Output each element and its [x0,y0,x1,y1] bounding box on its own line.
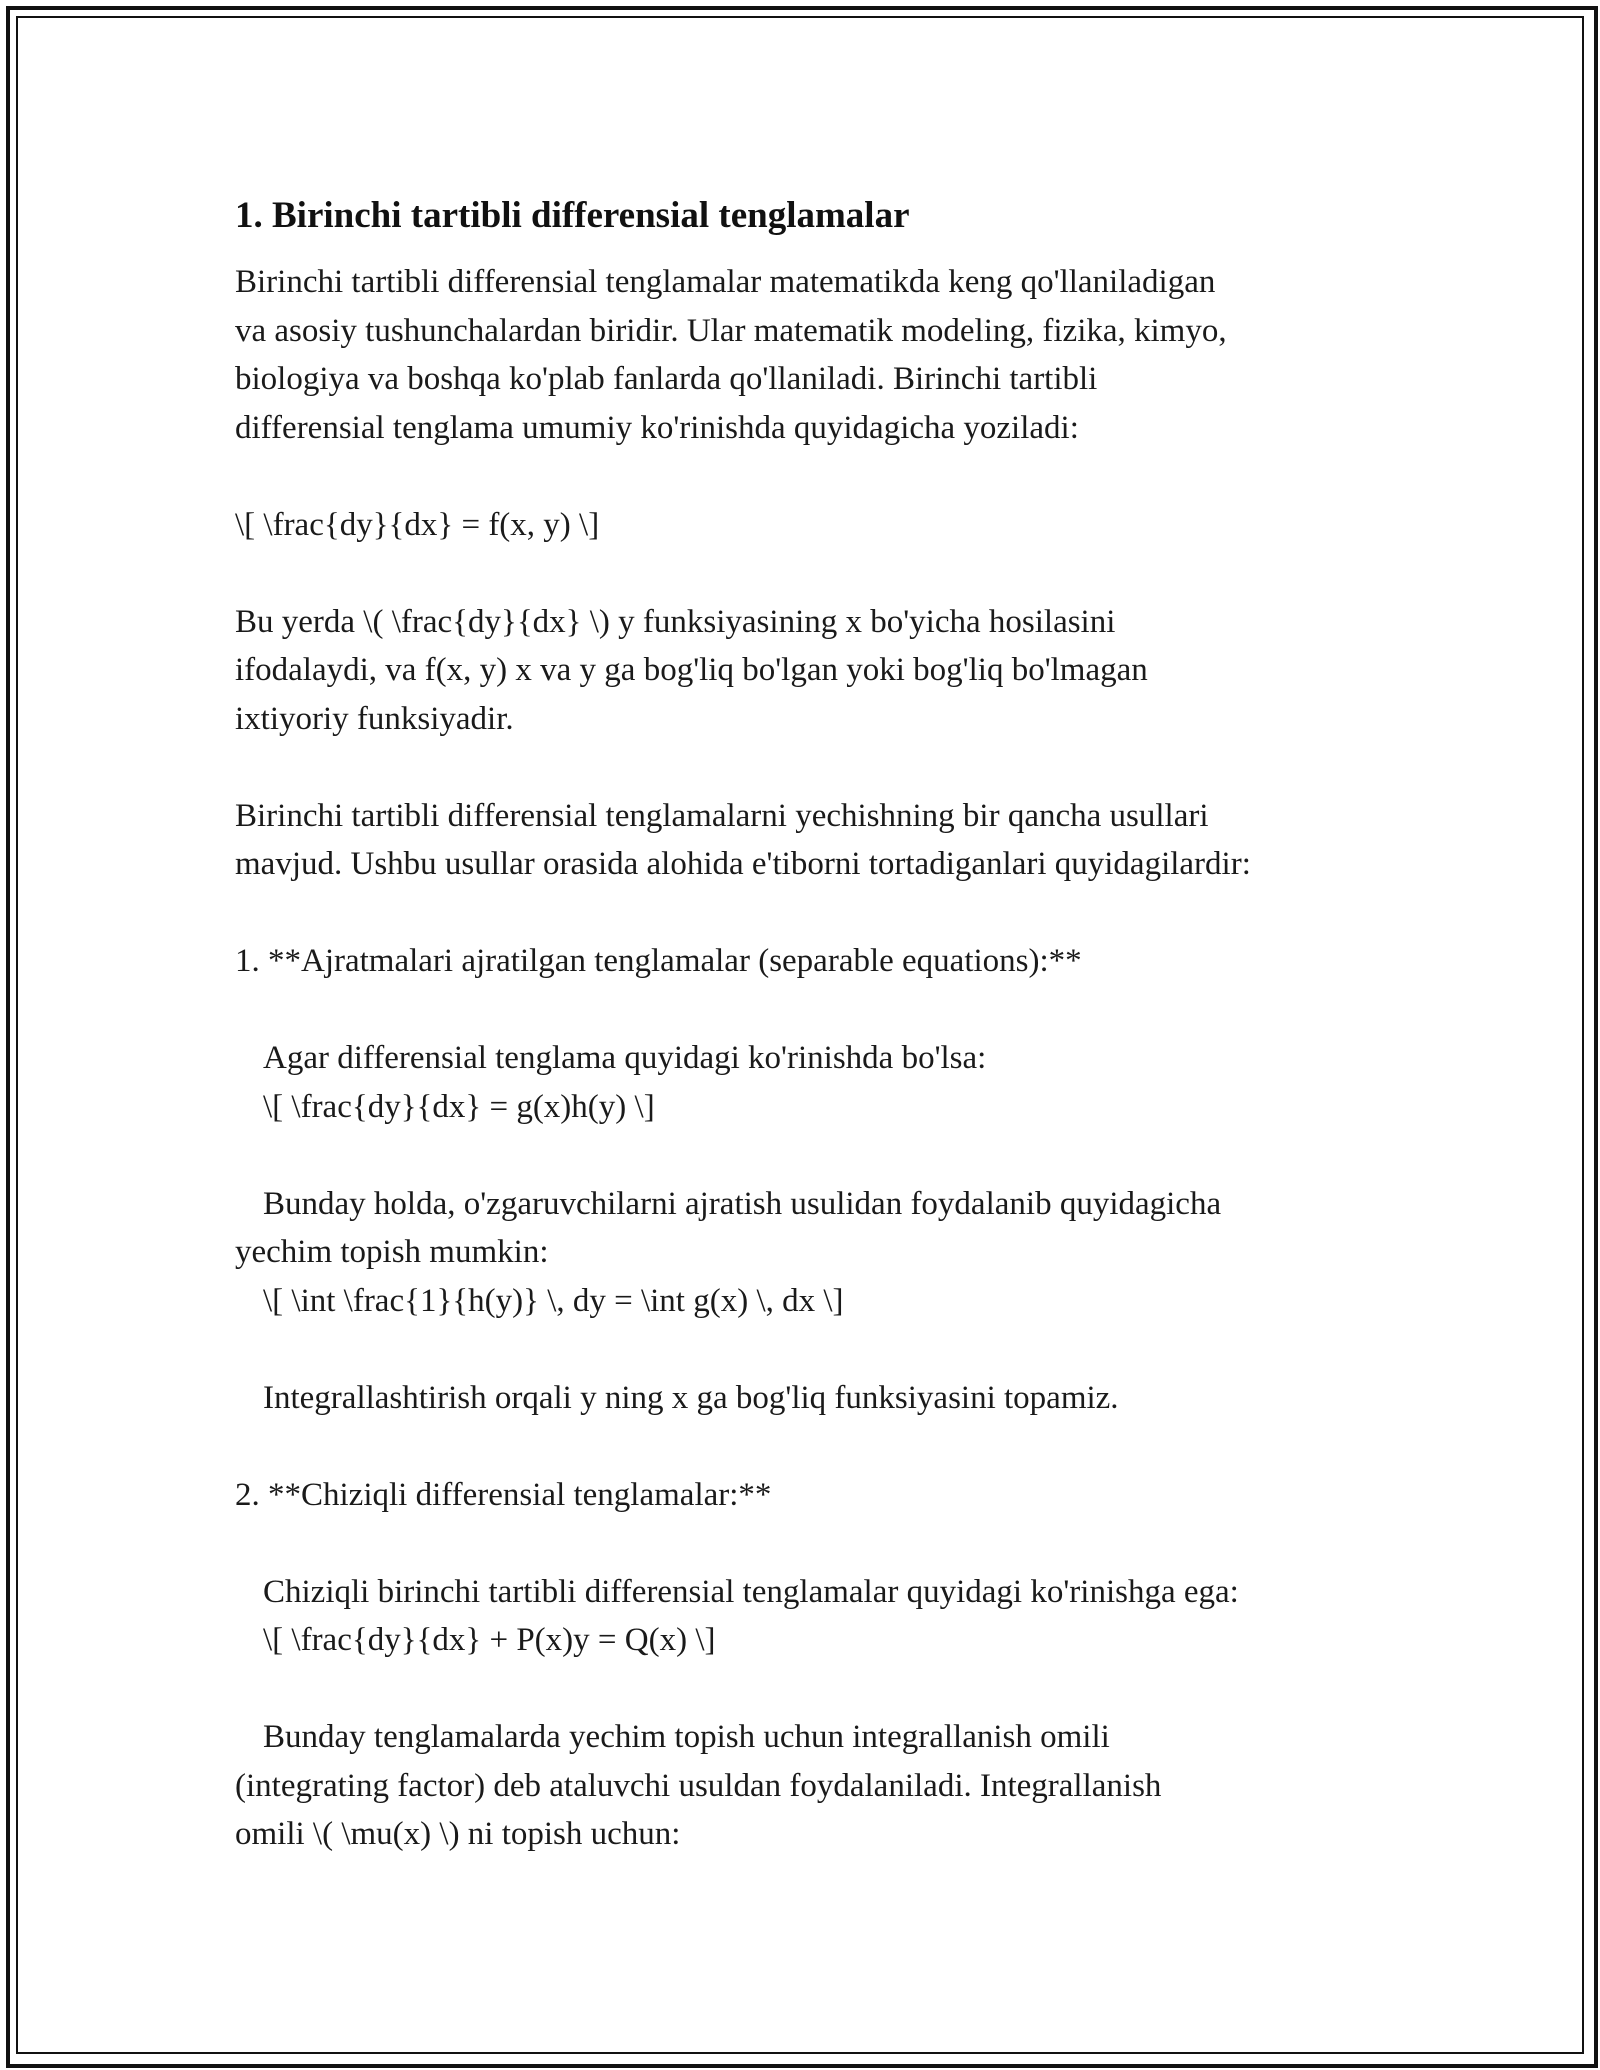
general-equation: \[ \frac{dy}{dx} = f(x, y) \] [235,506,600,543]
spacer [235,986,1385,1035]
integration-result: Integrallashtirish orqali y ning x ga bog'liq funksiyasini topamiz. [263,1379,1119,1416]
section-heading: 1. Birinchi tartibli differensial tenglamalar [235,195,910,236]
spacer [235,889,1385,938]
derivative-explanation: Bu yerda \( \frac{dy}{dx} \) y funksiyasining x bo'yicha hosilasini ifodalaydi, va f(x, y) x va y ga bog'liq bo'lgan yoki bog'liq bo'lmagan ixtiyoriy funksiyadir. [235,603,1148,737]
separation-method: Bunday holda, o'zgaruvchilarni ajratish usulidan foydalanib quyidagicha yechim topish mumkin: [235,1185,1222,1270]
document-body [235,188,1385,1859]
intro-paragraph: Birinchi tartibli differensial tenglamalar matematikda keng qo'llaniladigan va asosiy tushunchalardan biridir. Ular matematik modeling, fizika, kimyo, biologiya va boshqa ko'plab fanlarda qo'llaniladi. Birinchi tartibli differensial tenglama umumiy ko'rinishda quyidagicha yoziladi: [235,264,1227,446]
integrating-factor-paragraph: Bunday tenglamalarda yechim topish uchun integrallanish omili (integrating factor) deb ataluvchi usuldan foydalaniladi. Integrallanish omili \( \mu(x) \) ni topish uchun: [235,1719,1162,1852]
spacer [235,452,1385,501]
spacer [235,549,1385,598]
spacer [235,1665,1385,1714]
method-2-title: 2. **Chiziqli differensial tenglamalar:** [235,1476,772,1513]
spacer [235,1131,1385,1180]
spacer [235,743,1385,792]
methods-intro: Birinchi tartibli differensial tenglamalarni yechishning bir qancha usullari mavjud. Ushbu usullar orasida alohida e'tiborni tortadiganlari quyidagilardir: [235,797,1251,882]
separable-form: Agar differensial tenglama quyidagi ko'rinishda bo'lsa: \[ \frac{dy}{dx} = g(x)h(y) \] [263,1040,987,1125]
spacer [235,1325,1385,1374]
spacer [235,1422,1385,1471]
spacer [235,244,1385,258]
spacer [235,1519,1385,1568]
separable-integral: \[ \int \frac{1}{h(y)} \, dy = \int g(x) \, dx \] [263,1282,844,1319]
linear-form: Chiziqli birinchi tartibli differensial tenglamalar quyidagi ko'rinishga ega: \[ \frac{dy}{dx} + P(x)y = Q(x) \] [263,1573,1239,1658]
method-1-title: 1. **Ajratmalari ajratilgan tenglamalar (separable equations):** [235,943,1082,979]
